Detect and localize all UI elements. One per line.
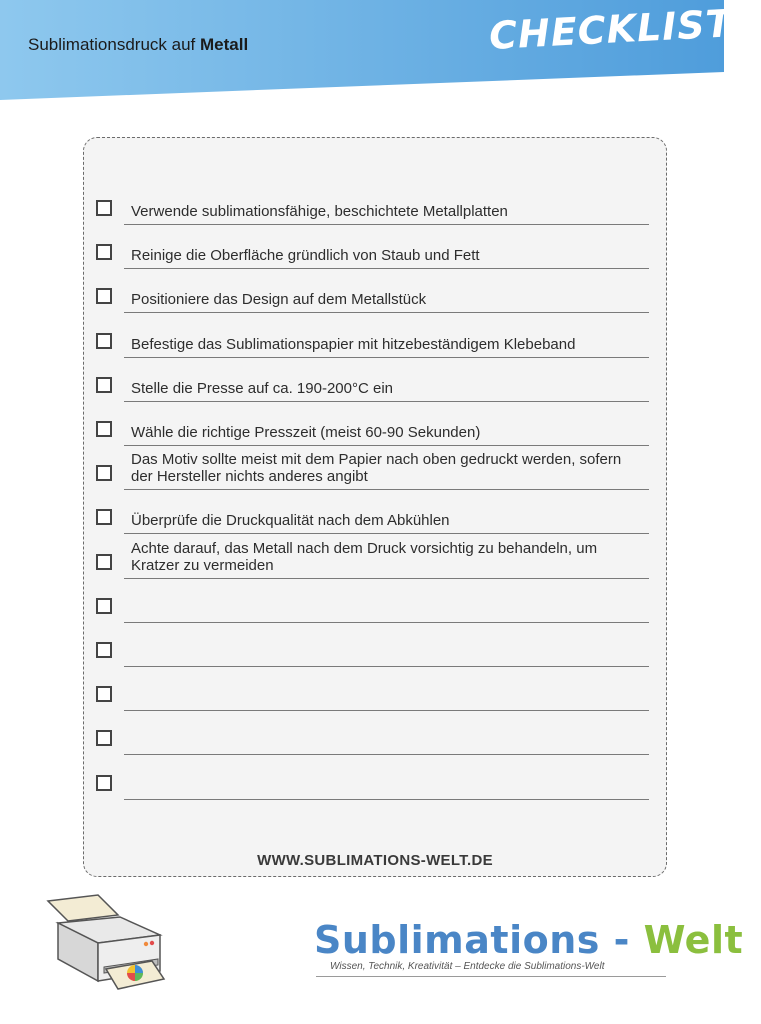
checklist-item	[96, 669, 649, 709]
checkbox[interactable]	[96, 642, 112, 658]
checkbox[interactable]	[96, 200, 112, 216]
checklist-item-text: Überprüfe die Druckqualität nach dem Abkühlen	[131, 512, 450, 530]
checkbox[interactable]	[96, 377, 112, 393]
checklist-item-text: Wähle die richtige Presszeit (meist 60-90 Sekunden)	[131, 424, 481, 441]
checklist-item	[96, 537, 649, 577]
checklist-item-text: Stelle die Presse auf ca. 190-200°C ein	[131, 379, 393, 397]
checkbox[interactable]	[96, 244, 112, 260]
checkbox[interactable]	[96, 288, 112, 304]
writing-line	[124, 445, 649, 446]
checklist-item	[96, 227, 649, 267]
page-title: Sublimationsdruck auf Metall	[28, 35, 249, 54]
checklist-item	[96, 183, 649, 223]
checklist-item-text: Verwende sublimationsfähige, beschichtete Metallplatten	[131, 203, 508, 220]
writing-line	[124, 622, 649, 623]
writing-line	[124, 578, 649, 579]
brand-tagline: Wissen, Technik, Kreativität – Entdecke die Sublimations-Welt	[330, 961, 605, 972]
checklist-item-text: Das Motiv sollte meist mit dem Papier nach oben gedruckt werden, sofern der Hersteller nichts anderes angibt	[131, 451, 622, 486]
checklist-item	[96, 271, 649, 311]
checklist-item	[96, 581, 649, 621]
checkbox[interactable]	[96, 421, 112, 437]
writing-line	[124, 489, 649, 490]
writing-line	[124, 533, 649, 534]
checklist-item	[96, 360, 649, 400]
checklist-item	[96, 492, 649, 532]
writing-line	[124, 710, 649, 711]
checklist-item-text: Achte darauf, das Metall nach dem Druck vorsichtig zu behandeln, um Kratzer zu vermeiden	[131, 539, 598, 574]
checkbox[interactable]	[96, 509, 112, 525]
writing-line	[124, 666, 649, 667]
printer-icon	[40, 893, 165, 993]
checkbox[interactable]	[96, 598, 112, 614]
checklist-item	[96, 625, 649, 665]
checklist-item	[96, 316, 649, 356]
writing-line	[124, 754, 649, 755]
checklist-item-text: Positioniere das Design auf dem Metallstück	[131, 291, 427, 309]
checkbox[interactable]	[96, 686, 112, 702]
writing-line	[124, 357, 649, 358]
writing-line	[124, 312, 649, 313]
checklist-badge: CHECKLISTE	[488, 0, 761, 58]
checkbox[interactable]	[96, 554, 112, 570]
writing-line	[124, 401, 649, 402]
checkbox[interactable]	[96, 333, 112, 349]
checkbox[interactable]	[96, 465, 112, 481]
checkbox[interactable]	[96, 775, 112, 791]
checklist-item	[96, 758, 649, 798]
checklist-item-text: Reinige die Oberfläche gründlich von Staub und Fett	[131, 247, 480, 265]
checklist-item	[96, 448, 649, 488]
writing-line	[124, 268, 649, 269]
checklist-item	[96, 404, 649, 444]
writing-line	[124, 224, 649, 225]
website-url: WWW.SUBLIMATIONS-WELT.DE	[257, 852, 493, 869]
checklist-item	[96, 713, 649, 753]
brand-logo: Sublimations - Welt	[314, 918, 744, 962]
divider	[316, 976, 666, 977]
checkbox[interactable]	[96, 730, 112, 746]
writing-line	[124, 799, 649, 800]
checklist-item-text: Befestige das Sublimationspapier mit hitzebeständigem Klebeband	[131, 335, 576, 353]
